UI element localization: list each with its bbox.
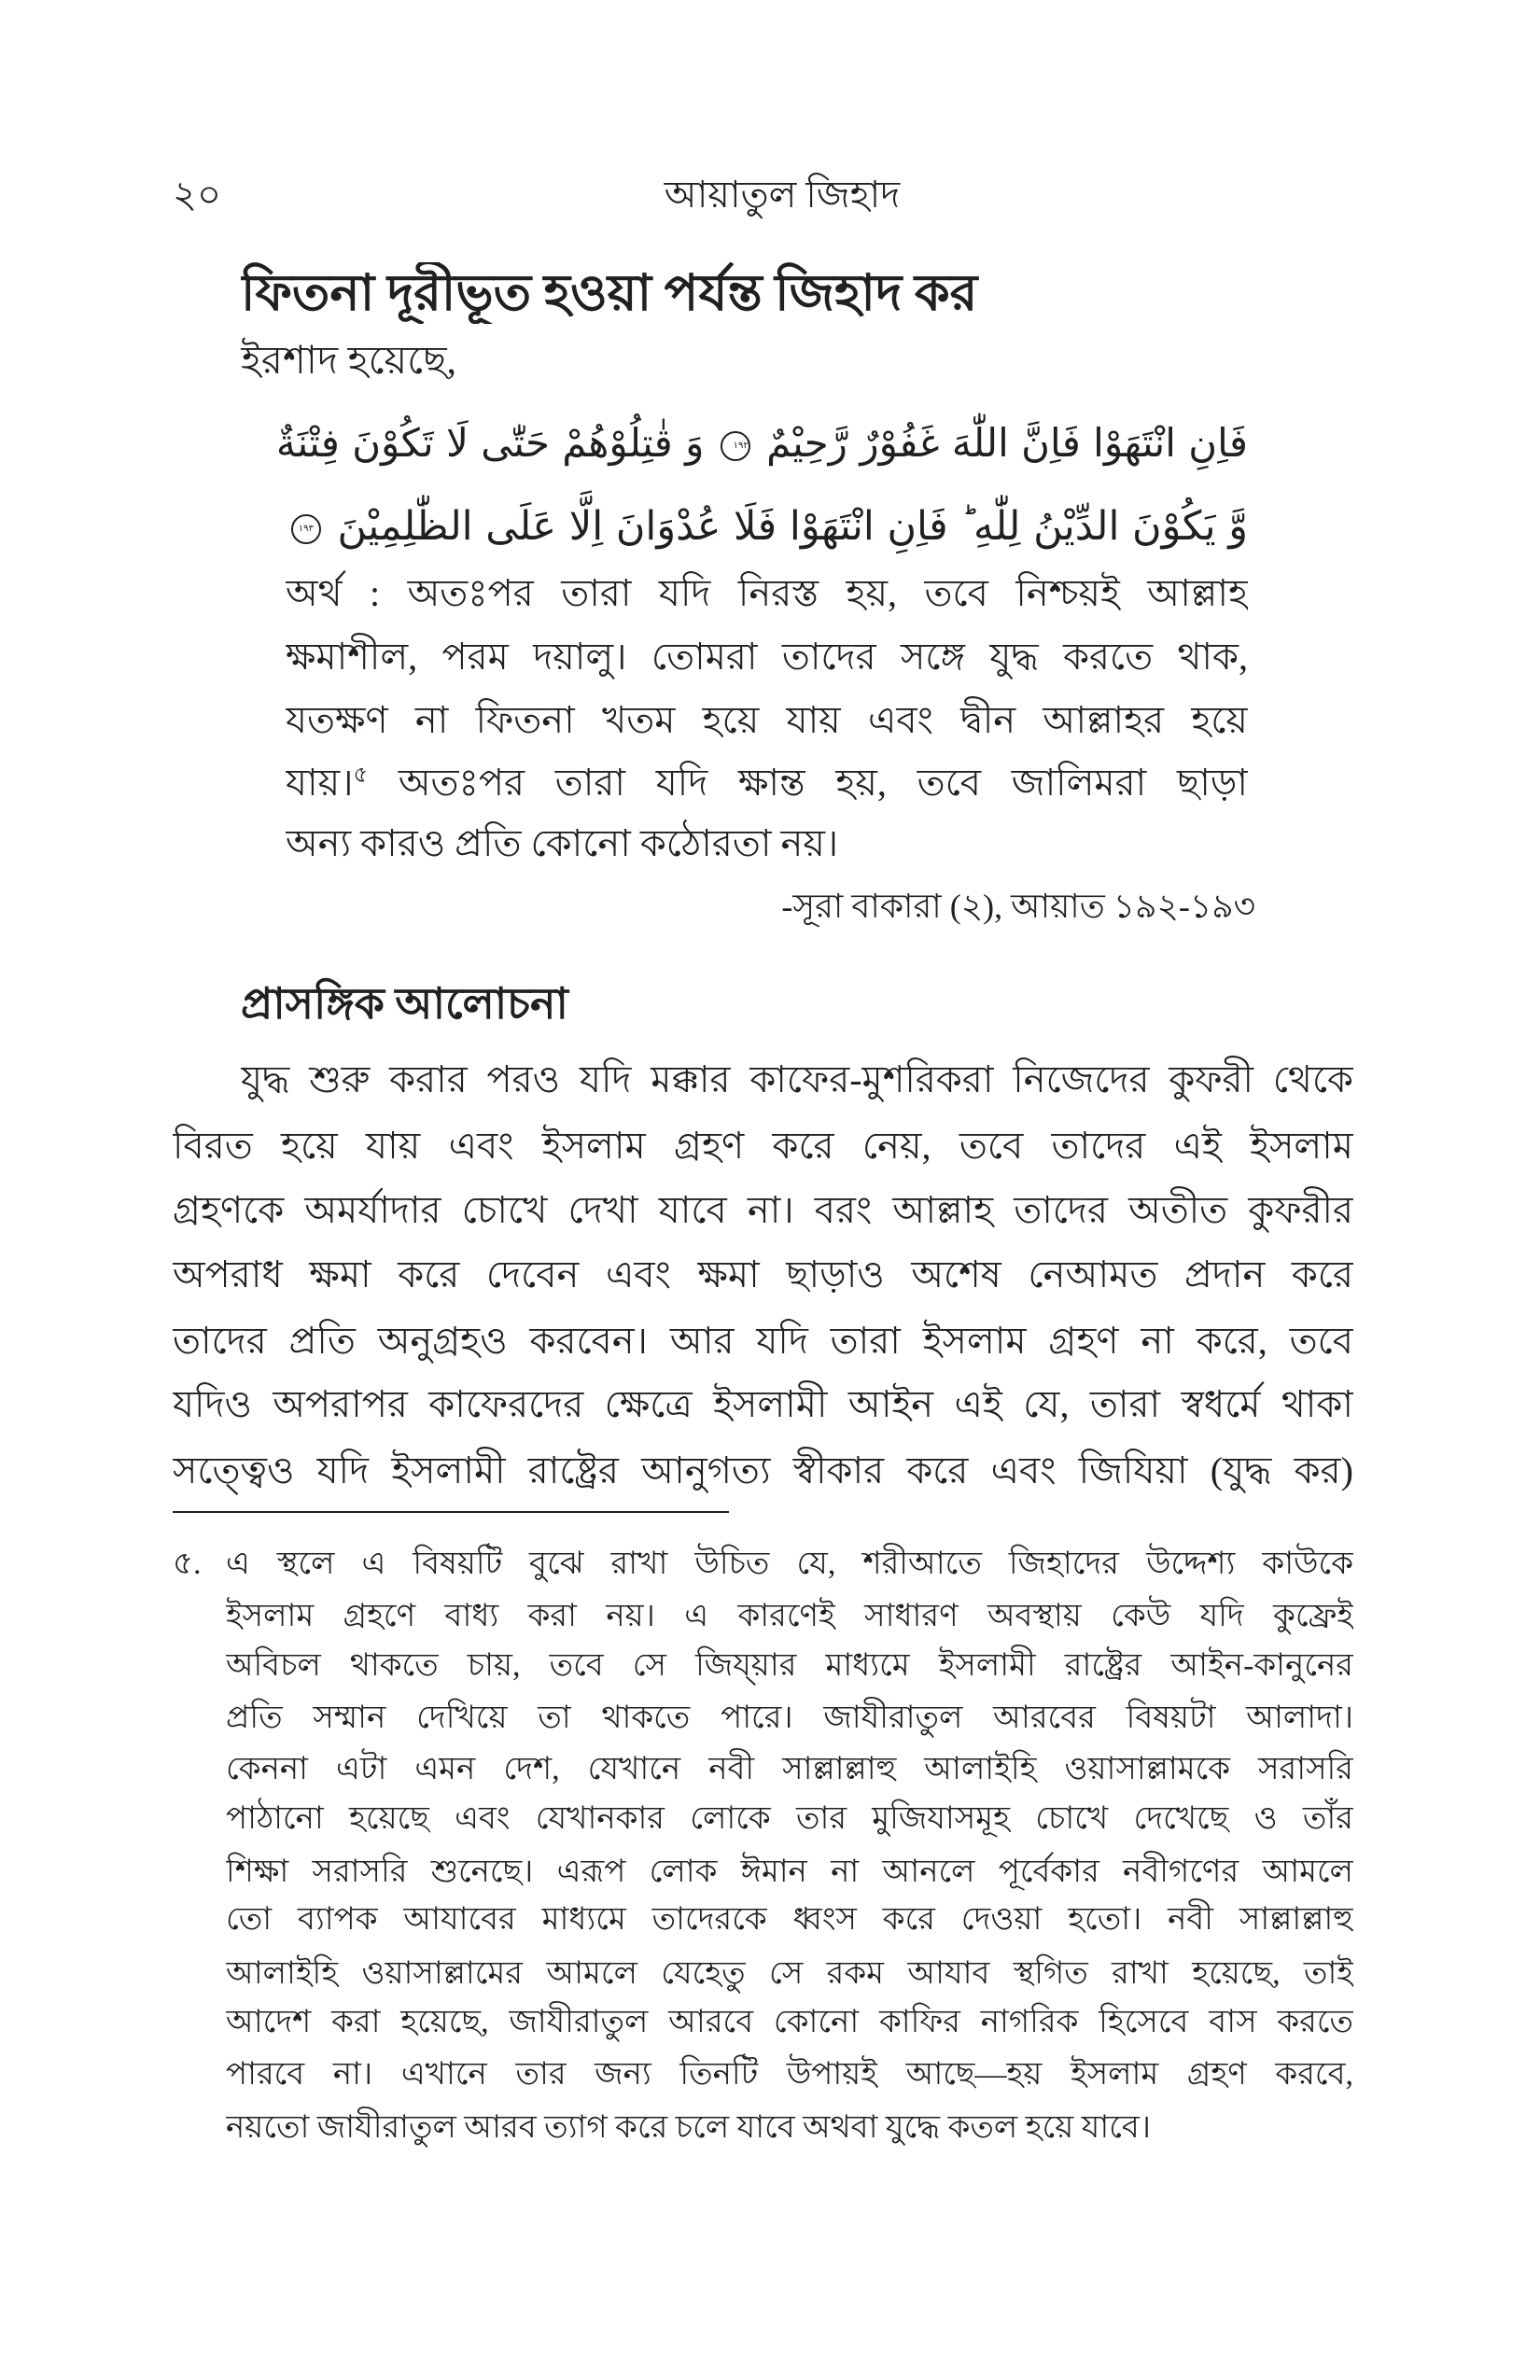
chapter-heading: ফিতনা দূরীভূত হওয়া পর্যন্ত জিহাদ কর: [241, 265, 978, 321]
body-line: তাদের প্রতি অনুগ্রহও করবেন। আর যদি তারা ইসলাম গ্রহণ না করে, তবে: [173, 1320, 1353, 1362]
body-line: সত্ত্বেও যদি ইসলামী রাষ্ট্রের আনুগত্য স্বীকার করে এবং জিযিয়া (যুদ্ধ কর): [173, 1449, 1353, 1491]
running-head: আয়াতুল জিহাদ: [664, 174, 901, 216]
footnote-line: পাঠানো হয়েছে এবং যেখানকার লোকে তার মুজিযাসমূহ চোখে দেখেছে ও তাঁর: [226, 1801, 1353, 1836]
footnote-line: শিক্ষা সরাসরি শুনেছে। এরূপ লোক ঈমান না আনলে পূর্বেকার নবীগণের আমলে: [226, 1855, 1353, 1889]
footnote-number: ৫.: [173, 1547, 202, 1581]
translation-line: অন্য কারও প্রতি কোনো কঠোরতা নয়।: [286, 822, 839, 864]
body-line: গ্রহণকে অমর্যাদার চোখে দেখা যাবে না। বরং আল্লাহ তাদের অতীত কুফরীর: [173, 1189, 1353, 1231]
arabic-verse-line: [276, 406, 1248, 481]
arabic-verse-segment: وَ قٰتِلُوْهُمْ حَتّٰى لَا تَكُوْنَ فِتْنَةٌ: [276, 420, 705, 466]
translation-line: [286, 751, 1248, 815]
translation-segment: অতঃপর তারা যদি ক্ষান্ত হয়, তবে জালিমরা ছাড়া: [368, 762, 1248, 804]
intro-text: ইরশাদ হয়েছে,: [241, 340, 457, 383]
arabic-verse-segment: فَاِنِ انْتَهَوْا فَاِنَّ اللّٰهَ غَفُوْرٌ رَّحِيْمٌ: [766, 420, 1248, 466]
footnote-line: প্রতি সম্মান দেখিয়ে তা থাকতে পারে। জাযীরাতুল আরবের বিষয়টা আলাদা।: [226, 1701, 1353, 1735]
footnote-line: কেননা এটা এমন দেশ, যেখানে নবী সাল্লাল্লাহু আলাইহি ওয়াসাল্লামকে সরাসরি: [226, 1752, 1353, 1786]
translation-segment: যায়।: [286, 762, 354, 804]
footnote-line: তো ব্যাপক আযাবের মাধ্যমে তাদেরকে ধ্বংস করে দেওয়া হতো। নবী সাল্লাল্লাহু: [226, 1902, 1353, 1937]
translation-line: ক্ষমাশীল, পরম দয়ালু। তোমরা তাদের সঙ্গে যুদ্ধ করতে থাক,: [286, 636, 1248, 678]
body-line: যদিও অপরাপর কাফেরদের ক্ষেত্রে ইসলামী আইন এই যে, তারা স্বধর্মে থাকা: [173, 1383, 1353, 1425]
body-line: বিরত হয়ে যায় এবং ইসলাম গ্রহণ করে নেয়, তবে তাদের এই ইসলাম: [173, 1125, 1353, 1167]
arabic-verse-line: [276, 489, 1248, 564]
footnote-reference: ৫: [353, 763, 369, 788]
arabic-verse-segment: وَّ يَكُوْنَ الدِّيْنُ لِلّٰهِ ؕ فَاِنِ انْتَهَوْا فَلَا عُدْوَانَ اِلَّا عَلَى الظّٰلِمِيْنَ: [337, 503, 1248, 550]
page-number: ২০: [173, 174, 222, 216]
footnote-line: আদেশ করা হয়েছে, জাযীরাতুল আরবে কোনো কাফির নাগরিক হিসেবে বাস করতে: [226, 2005, 1353, 2039]
footnote-separator: [173, 1511, 729, 1513]
ayah-end-marker: ١٩٢: [721, 431, 750, 461]
footnote-line: নয়তো জাযীরাতুল আরব ত্যাগ করে চলে যাবে অথবা যুদ্ধে কতল হয়ে যাবে।: [226, 2110, 1151, 2145]
footnote-line: আলাইহি ওয়াসাল্লামের আমলে যেহেতু সে রকম আযাব স্থগিত রাখা হয়েছে, তাই: [226, 1956, 1353, 1991]
source-citation: -সূরা বাকারা (২), আয়াত ১৯২-১৯৩: [781, 888, 1255, 925]
footnote-line: পারবে না। এখানে তার জন্য তিনটি উপায়ই আছে—হয় ইসলাম গ্রহণ করবে,: [226, 2057, 1353, 2092]
translation-line: যতক্ষণ না ফিতনা খতম হয়ে যায় এবং দ্বীন আল্লাহর হয়ে: [286, 699, 1248, 741]
section-heading: প্রাসঙ্গিক আলোচনা: [241, 980, 568, 1028]
ayah-end-marker: ١٩٣: [291, 514, 321, 544]
body-line: অপরাধ ক্ষমা করে দেবেন এবং ক্ষমা ছাড়াও অশেষ নেআমত প্রদান করে: [173, 1253, 1353, 1295]
footnote-line: অবিচল থাকতে চায়, তবে সে জিয্য়ার মাধ্যমে ইসলামী রাষ্ট্রের আইন-কানুনের: [226, 1648, 1353, 1683]
footnote-line: এ স্থলে এ বিষয়টি বুঝে রাখা উচিত যে, শরীআতে জিহাদের উদ্দেশ্য কাউকে: [226, 1547, 1353, 1581]
translation-line: অর্থ : অতঃপর তারা যদি নিরস্ত হয়, তবে নিশ্চয়ই আল্লাহ: [286, 572, 1248, 614]
body-line: যুদ্ধ শুরু করার পরও যদি মক্কার কাফের-মুশরিকরা নিজেদের কুফরী থেকে: [241, 1058, 1353, 1100]
footnote-line: ইসলাম গ্রহণে বাধ্য করা নয়। এ কারণেই সাধারণ অবস্থায় কেউ যদি কুফ্রেই: [226, 1599, 1353, 1633]
